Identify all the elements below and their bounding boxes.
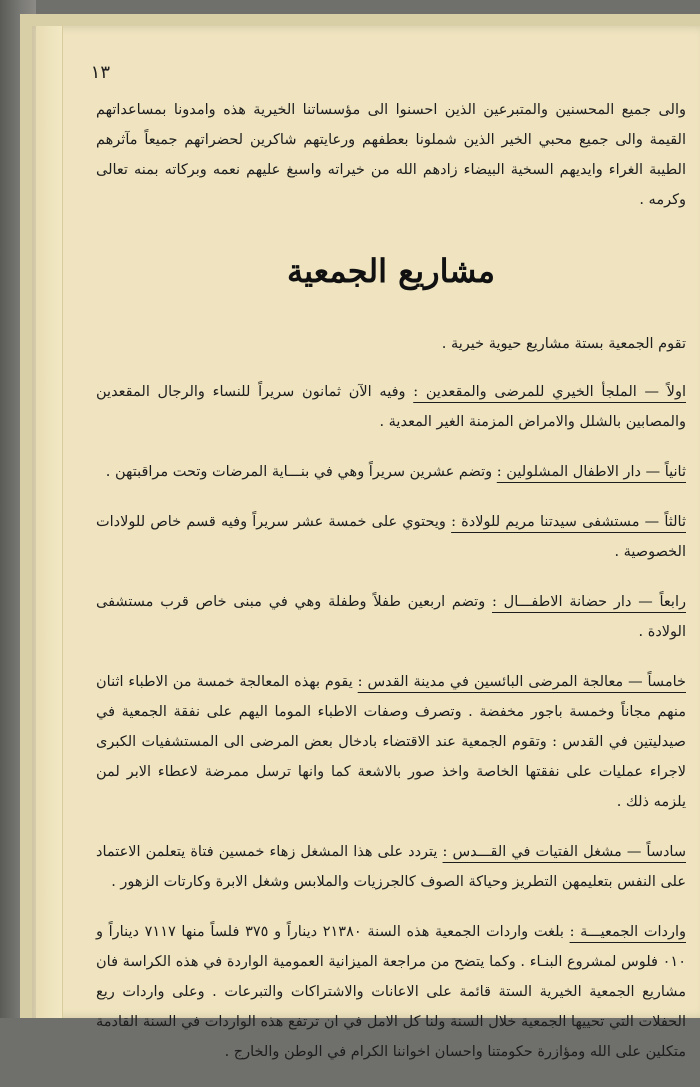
project-body: وتضم عشرين سريراً وهي في بنـــاية المرضات وتحت مراقبتهن . — [105, 464, 497, 480]
revenue-paragraph — [96, 917, 686, 1067]
project-item — [96, 457, 686, 487]
project-heading: رابعاً — دار حضانة الاطفـــال : — [492, 594, 686, 610]
page-number: ١٣ — [90, 62, 110, 83]
project-body: وفيه الآن ثمانون سريراً للنساء والرجال المقعدين والمصابين بالشلل والامراض المزمنة الغير المعدية . — [96, 384, 686, 430]
project-body: يقوم بهذه المعالجة خمسة من الاطباء اثنان منهم مجاناً وخمسة باجور مخفضة . وتصرف وصفات الاطباء الموما اليهم على نفقة الجمعية في صيدليتين في القدس : وتقوم الجمعية عند الاقتضاء بادخال بعض المرضى الى المستشفيات الكبرى لاجراء عمليات على نفقتها الخاصة واخذ صور بالاشعة كما وانها ترسل ممرضة لاعطاء الابر لمن يلزمه ذلك . — [96, 674, 686, 810]
project-heading: اولاً — الملجأ الخيري للمرضى والمقعدين : — [413, 384, 686, 400]
project-body: وتضم اربعين طفلاً وطفلة وهي في مبنى خاص قرب مستشفى الولادة . — [96, 594, 686, 640]
section-title: مشاريع الجمعية — [286, 252, 495, 290]
project-body: ويحتوي على خمسة عشر سريراً وفيه قسم خاص للولادات الخصوصية . — [96, 514, 686, 560]
project-body: يتردد على هذا المشغل زهاء خمسين فتاة يتعلمن الاعتماد على النفس بتعليمهن التطريز وحياكة الصوف كالجرزيات والملابس وشغل الابرة وكارتات الزهور . — [96, 844, 686, 890]
page-gutter — [36, 26, 63, 1018]
project-heading: سادساً — مشغل الفتيات في القـــدس : — [442, 844, 686, 860]
project-heading: ثانياً — دار الاطفال المشلولين : — [496, 464, 686, 480]
project-heading: ثالثاً — مستشفى سيدتنا مريم للولادة : — [451, 514, 686, 530]
revenue-heading: واردات الجمعيـــة : — [569, 924, 686, 940]
intro-paragraph: والى جميع المحسنين والمتبرعين الذين احسنوا الى مؤسساتنا الخيرية هذه وامدونا بمساعداتهم القيمة والى جميع محبي الخير الذين شملونا بعطفهم ورعايتهم شاكرين لحضراتهم جميعاً مآثرهم الطيبة الغراء وايديهم السخية البيضاء زادهم الله من خيراته واسبغ عليهم نعمه وبركاته بمنه تعالى وكرمه . — [96, 102, 686, 208]
project-item — [96, 837, 686, 897]
project-item — [96, 587, 686, 647]
page-body — [96, 95, 686, 1087]
section-lead: تقوم الجمعية بستة مشاريع حيوية خيرية . — [441, 336, 686, 352]
project-item — [96, 667, 686, 817]
project-item — [96, 507, 686, 567]
project-item — [96, 377, 686, 437]
project-heading: خامساً — معالجة المرضى البائسين في مدينة القدس : — [357, 674, 686, 690]
revenue-body: بلغت واردات الجمعية هذه السنة ٢١٣٨٠ ديناراً و ٣٧٥ فلساً منها ٧١١٧ ديناراً و ٠١٠ فلوس لمشروع البنـاء . وكما يتضح من مراجعة الميزانية العمومية الواردة في هذه الكراسة فان مشاريع الجمعية الخيرية الستة قائمة على الاعانات والاشتراكات والتبرعات . وعلى واردات ريع الحفلات التي تحييها الجمعية خلال السنة ولنا كل الامل في ان ترتفع هذه الواردات في السنة القادمة متكلين على الله ومؤازرة حكومتنا واحسان اخواننا الكرام في الوطن والخارج . — [96, 924, 686, 1060]
